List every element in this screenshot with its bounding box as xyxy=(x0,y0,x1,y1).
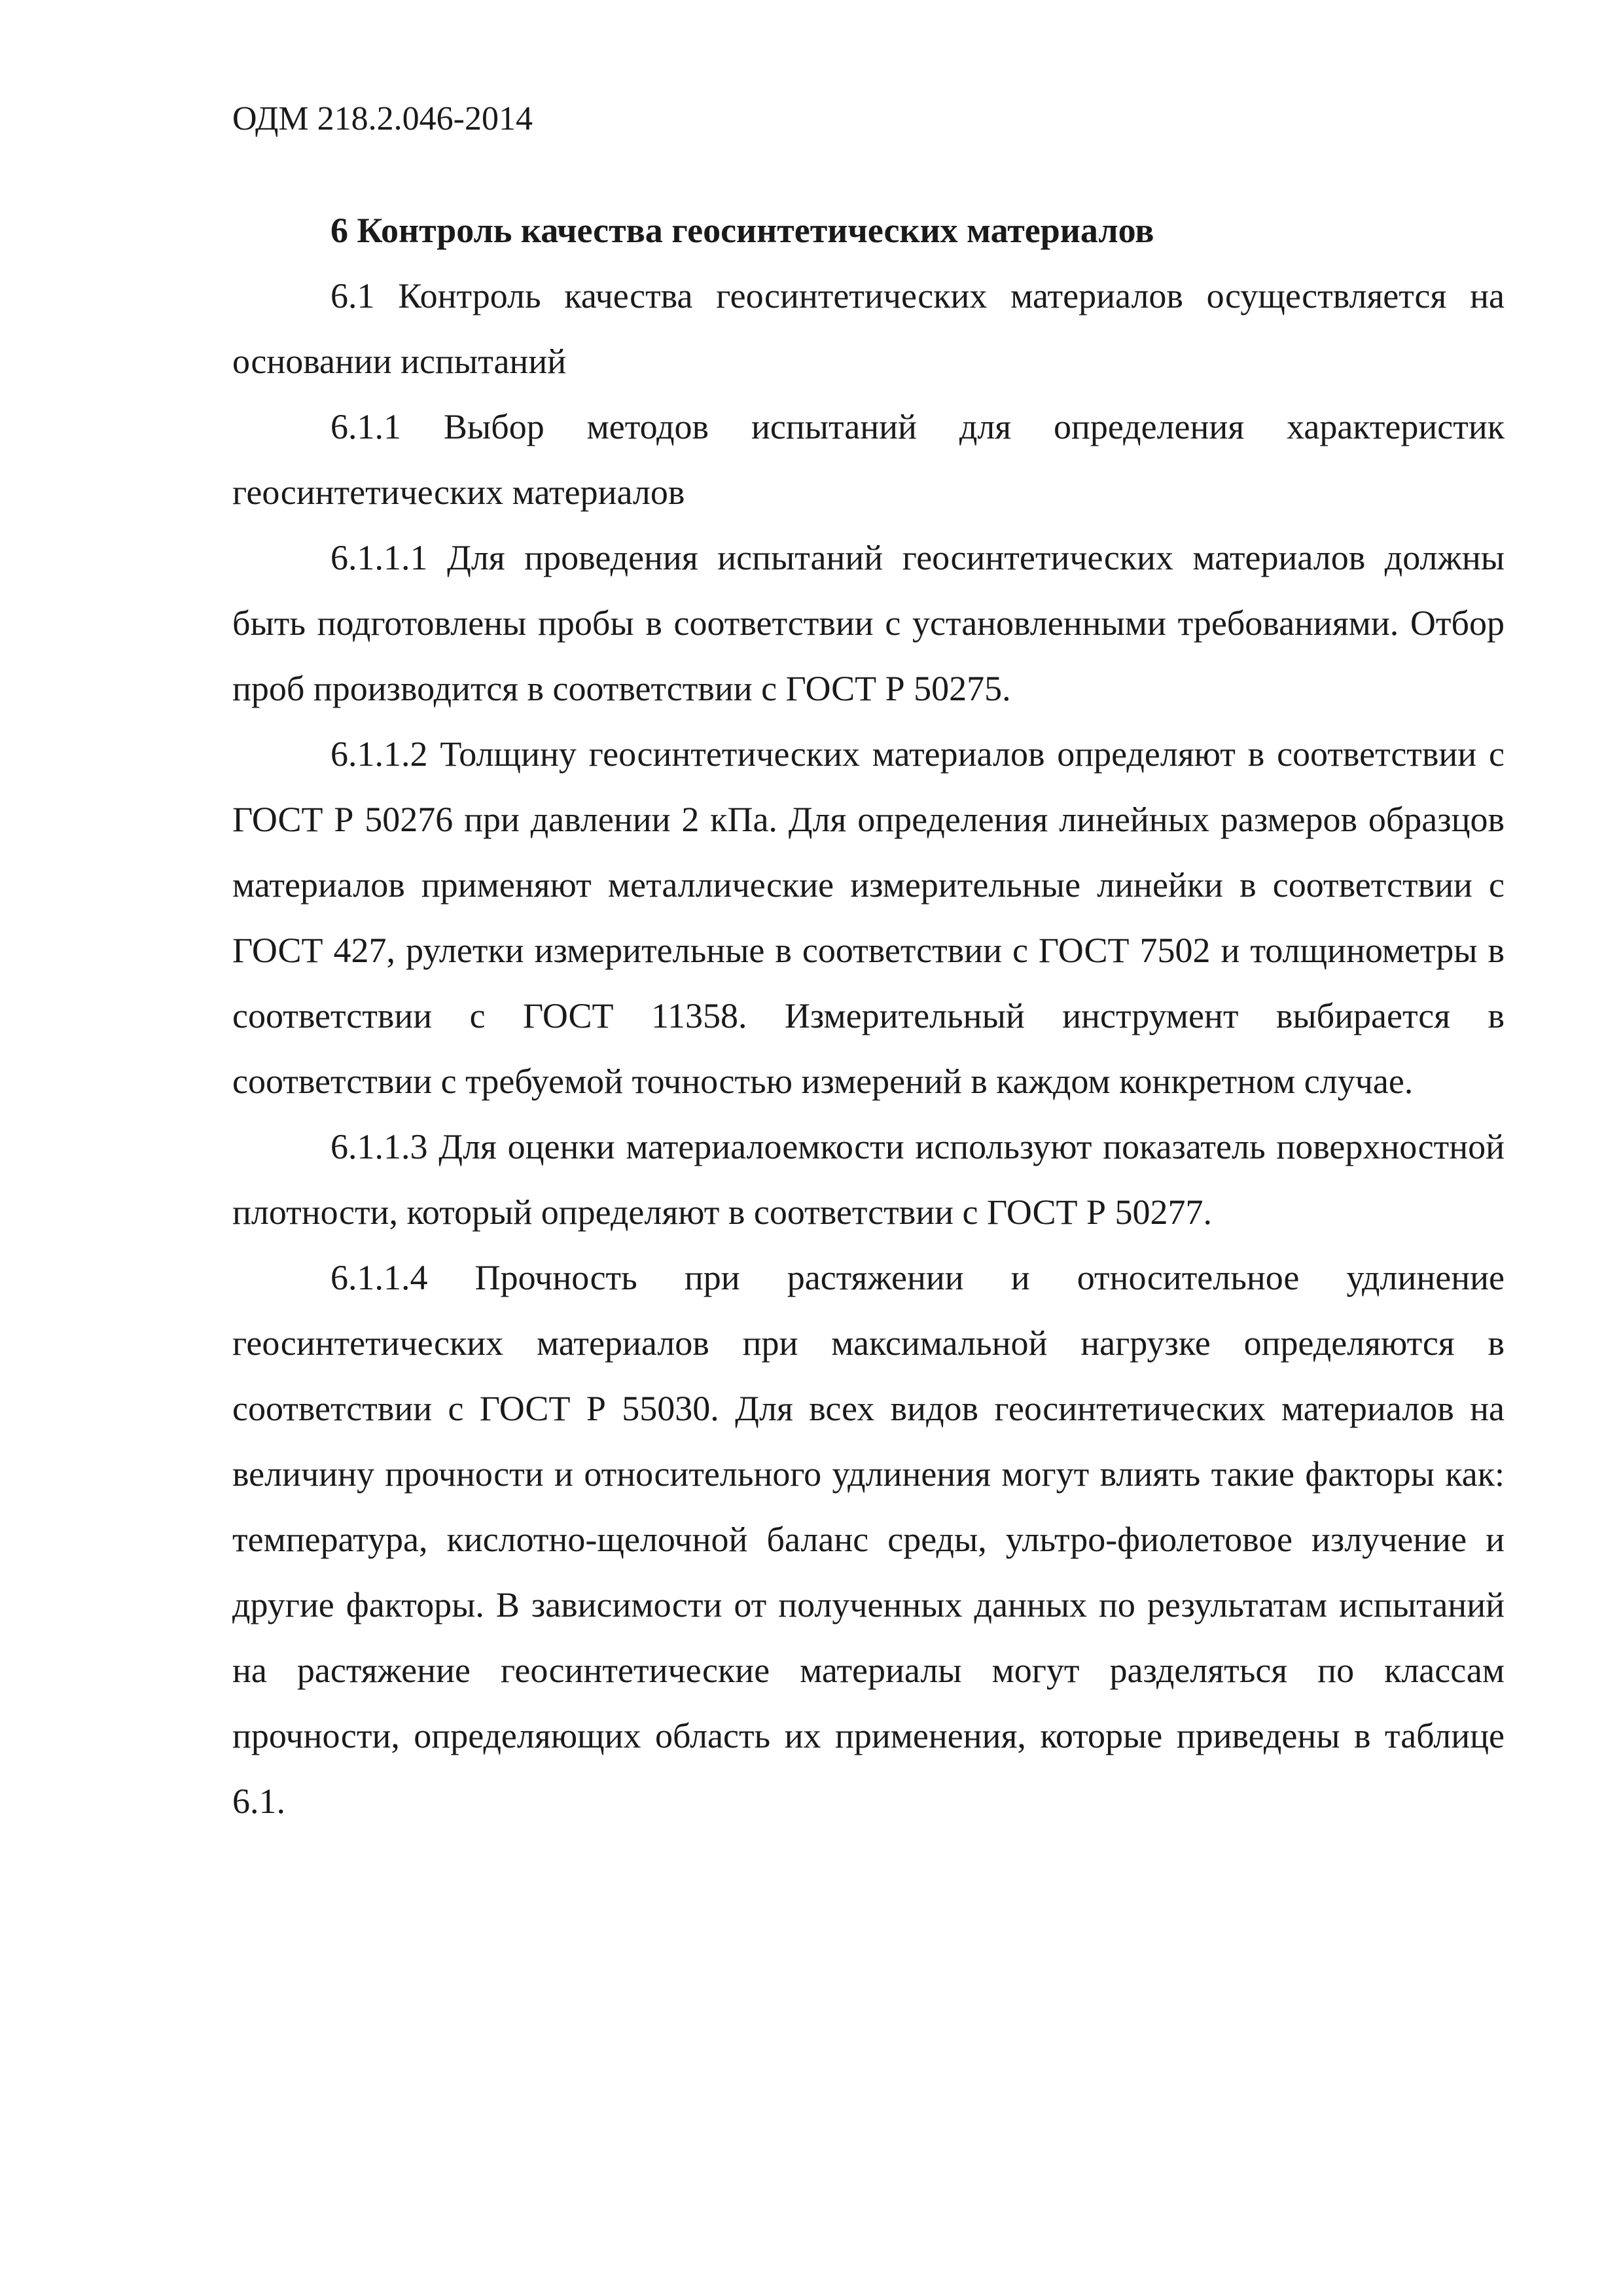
paragraph-6-1-1-2: 6.1.1.2 Толщину геосинтетических материалов определяют в соответствии с ГОСТ Р 50276 при давлении 2 кПа. Для определения линейных размеров образцов материалов применяют металлические измерительные линейки в соответствии с ГОСТ 427, рулетки измерительные в соответствии с ГОСТ 7502 и толщинометры в соответствии с ГОСТ 11358. Измерительный инструмент выбирается в соответствии с требуемой точностью измерений в каждом конкретном случае. xyxy=(232,734,1505,1101)
paragraph-6-1-1-1: 6.1.1.1 Для проведения испытаний геосинтетических материалов должны быть подготовлены пробы в соответствии с установленными требованиями. Отбор проб производится в соответствии с ГОСТ Р 50275. xyxy=(232,538,1505,708)
paragraph-6-1: 6.1 Контроль качества геосинтетических материалов осуществляется на основании испытаний xyxy=(232,276,1505,381)
paragraph-6-1-1-3: 6.1.1.3 Для оценки материалоемкости используют показатель поверхностной плотности, который определяют в соответствии с ГОСТ Р 50277. xyxy=(232,1127,1505,1232)
paragraph-6-1-1: 6.1.1 Выбор методов испытаний для определения характеристик геосинтетических материалов xyxy=(232,407,1505,512)
document-code-header: ОДМ 218.2.046-2014 xyxy=(232,100,533,137)
section-body xyxy=(232,198,1505,1834)
paragraph-6-1-1-4: 6.1.1.4 Прочность при растяжении и относительное удлинение геосинтетических материалов при максимальной нагрузке определяются в соответствии с ГОСТ Р 55030. Для всех видов геосинтетических материалов на величину прочности и относительного удлинения могут влиять такие факторы как: температура, кислотно-щелочной баланс среды, ультро-фиолетовое излучение и другие факторы. В зависимости от полученных данных по результатам испытаний на растяжение геосинтетические материалы могут разделяться по классам прочности, определяющих область их применения, которые приведены в таблице 6.1. xyxy=(232,1258,1505,1821)
section-title: 6 Контроль качества геосинтетических материалов xyxy=(330,211,1154,250)
